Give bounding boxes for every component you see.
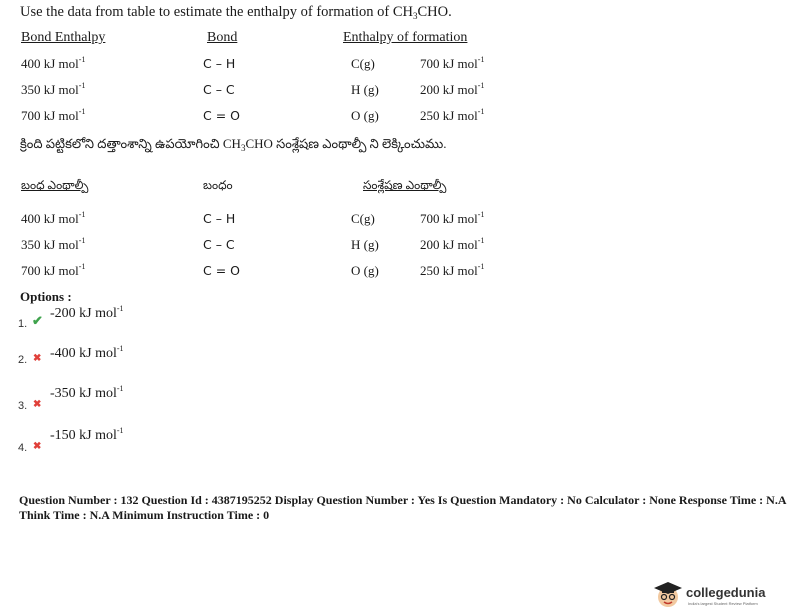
table-cell-bond-enthalpy: 350 kJ mol$^{-1}$ (21, 236, 86, 252)
table-cell-element: C(g) (351, 211, 375, 226)
table-cell-bond: C = O (203, 108, 240, 123)
table-cell-bond: C – C (203, 237, 235, 252)
table-cell-bond-enthalpy: 350 kJ mol$^{-1}$ (21, 81, 86, 97)
option-text: -350 kJ mol$^{-1}$ (50, 384, 124, 401)
question-subscript: 3 (240, 143, 246, 153)
table-cell-bond: C – H (203, 211, 236, 226)
option-number: 1. (18, 318, 28, 330)
table-cell-element: O (g) (351, 108, 379, 123)
option-number: 2. (18, 354, 28, 366)
header-bond-telugu: బంధం (203, 178, 233, 192)
table-cell-bond-enthalpy: 700 kJ mol$^{-1}$ (21, 107, 86, 123)
table-cell-element: H (g) (351, 82, 379, 97)
header-bond-enthalpy-telugu: బంధ ఎంథాల్పీ (21, 178, 89, 192)
option-text: -400 kJ mol$^{-1}$ (50, 344, 124, 361)
question-telugu (20, 136, 447, 155)
table-cell-bond-enthalpy: 400 kJ mol$^{-1}$ (21, 210, 86, 226)
table-cell-formation-enthalpy: 700 kJ mol$^{-1}$ (420, 210, 485, 226)
table-cell-element: H (g) (351, 237, 379, 252)
graduate-mascot-icon (652, 580, 684, 608)
cross-icon: ✖ (33, 353, 42, 364)
table-cell-formation-enthalpy: 250 kJ mol$^{-1}$ (420, 262, 485, 278)
header-bond: Bond (207, 30, 238, 45)
header-enthalpy-formation-telugu: సంశ్లేషణ ఎంథాల్పీ (363, 178, 447, 192)
table-cell-bond-enthalpy: 400 kJ mol$^{-1}$ (21, 55, 86, 71)
question-text-end: CHO. (417, 4, 452, 20)
header-bond-enthalpy: Bond Enthalpy (21, 30, 106, 45)
table-cell-formation-enthalpy: 200 kJ mol$^{-1}$ (420, 236, 485, 252)
question-metadata: Question Number : 132 Question Id : 4387195252 Display Question Number : Yes Is Question Mandatory : No Calculator : None Response Time : N.A Think Time : N.A Minimum Instruction Time : 0 (19, 493, 786, 522)
logo-text: collegedunia (686, 585, 766, 600)
table-cell-formation-enthalpy: 700 kJ mol$^{-1}$ (420, 55, 485, 71)
check-icon: ✔ (32, 313, 43, 328)
question-english (20, 4, 452, 21)
question-subscript: 3 (413, 11, 418, 21)
question-text: Use the data from table to estimate the enthalpy of formation of CH (20, 4, 413, 20)
table-cell-formation-enthalpy: 200 kJ mol$^{-1}$ (420, 81, 485, 97)
table-cell-bond: C – C (203, 82, 235, 97)
table-cell-bond: C – H (203, 56, 236, 71)
option-text: -200 kJ mol$^{-1}$ (50, 304, 124, 321)
question-text-end: CHO సంశ్లేషణ ఎంథాల్పీ ని లెక్కించుము. (245, 136, 447, 151)
header-enthalpy-formation: Enthalpy of formation (343, 30, 468, 45)
logo-tagline: India's largest Student Review Platform (688, 601, 758, 606)
table-cell-bond-enthalpy: 700 kJ mol$^{-1}$ (21, 262, 86, 278)
question-text: క్రింది పట్టికలోని దత్తాంశాన్ని ఉపయోగించి CH (20, 136, 241, 151)
table-cell-bond: C = O (203, 263, 240, 278)
option-number: 3. (18, 400, 28, 412)
options-title: Options : (20, 289, 72, 304)
table-cell-element: O (g) (351, 263, 379, 278)
option-text: -150 kJ mol$^{-1}$ (50, 426, 124, 443)
option-number: 4. (18, 442, 28, 454)
table-cell-formation-enthalpy: 250 kJ mol$^{-1}$ (420, 107, 485, 123)
cross-icon: ✖ (33, 441, 42, 452)
table-cell-element: C(g) (351, 56, 375, 71)
cross-icon: ✖ (33, 399, 42, 410)
